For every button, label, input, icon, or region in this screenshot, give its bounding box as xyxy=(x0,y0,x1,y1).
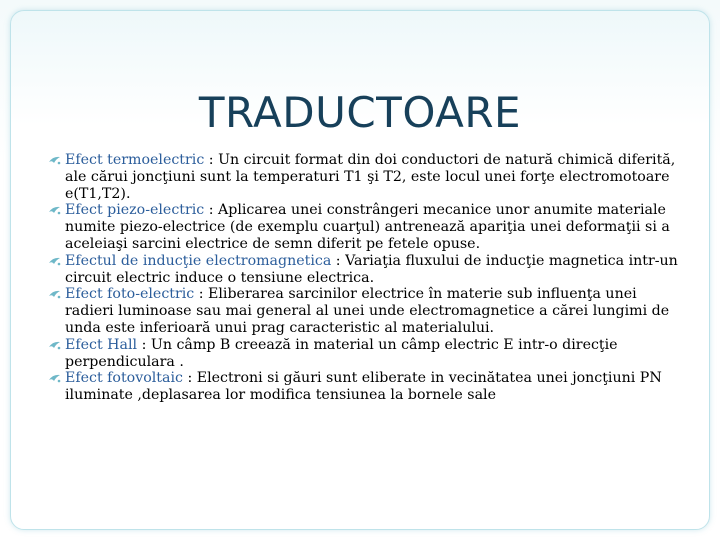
item-text: : Un câmp B creează in material un câmp electric E intr-o direcţie perpendiculara . xyxy=(65,336,618,370)
bullet-list xyxy=(48,152,684,404)
slide-title: TRADUCTOARE xyxy=(198,88,522,137)
item-term: Efect Hall xyxy=(65,336,138,353)
item-term: Efect piezo-electric xyxy=(65,202,205,219)
item-text: : Variaţia fluxului de inducţie magnetica intr-un circuit electric induce o tensiune electrica. xyxy=(65,252,678,286)
list-item xyxy=(48,253,684,287)
flourish-bullet-icon xyxy=(48,338,62,352)
list-item xyxy=(48,337,684,371)
flourish-bullet-icon xyxy=(48,153,62,167)
item-text: : Eliberarea sarcinilor electrice în materie sub influenţa unei radieri luminoase sau mai general al unei unde electromagnetice a cărei lungimi de unda este inferioară unui prag caracteristic al materialului. xyxy=(65,286,670,336)
list-item xyxy=(48,370,684,404)
flourish-bullet-icon xyxy=(48,203,62,217)
item-text: : Un circuit format din doi conductori de natură chimică diferită, ale cărui joncţiuni sunt la temperaturi T1 şi T2, este locul unei forţe electromotoare e(T1,T2). xyxy=(65,152,676,202)
list-item xyxy=(48,286,684,336)
item-text: : Electroni si găuri sunt eliberate in vecinătatea unei joncţiuni PN iluminate ,deplasarea lor modifica tensiunea la bornele sale xyxy=(65,370,662,404)
list-item xyxy=(48,152,684,202)
item-term: Efectul de inducţie electromagnetica xyxy=(65,252,332,269)
item-term: Efect termoelectric xyxy=(65,152,205,168)
flourish-bullet-icon xyxy=(48,254,62,268)
item-term: Efect fotovoltaic xyxy=(65,370,183,387)
item-text: : Aplicarea unei constrângeri mecanice unor anumite materiale numite piezo-electrice (de exemplu cuarţul) antrenează apariţia unei deformaţii si a aceleiaşi sarcini electrice de semn diferit pe fetele opuse. xyxy=(65,202,670,252)
flourish-bullet-icon xyxy=(48,287,62,301)
item-term: Efect foto-electric xyxy=(65,286,195,303)
flourish-bullet-icon xyxy=(48,371,62,385)
list-item xyxy=(48,202,684,252)
